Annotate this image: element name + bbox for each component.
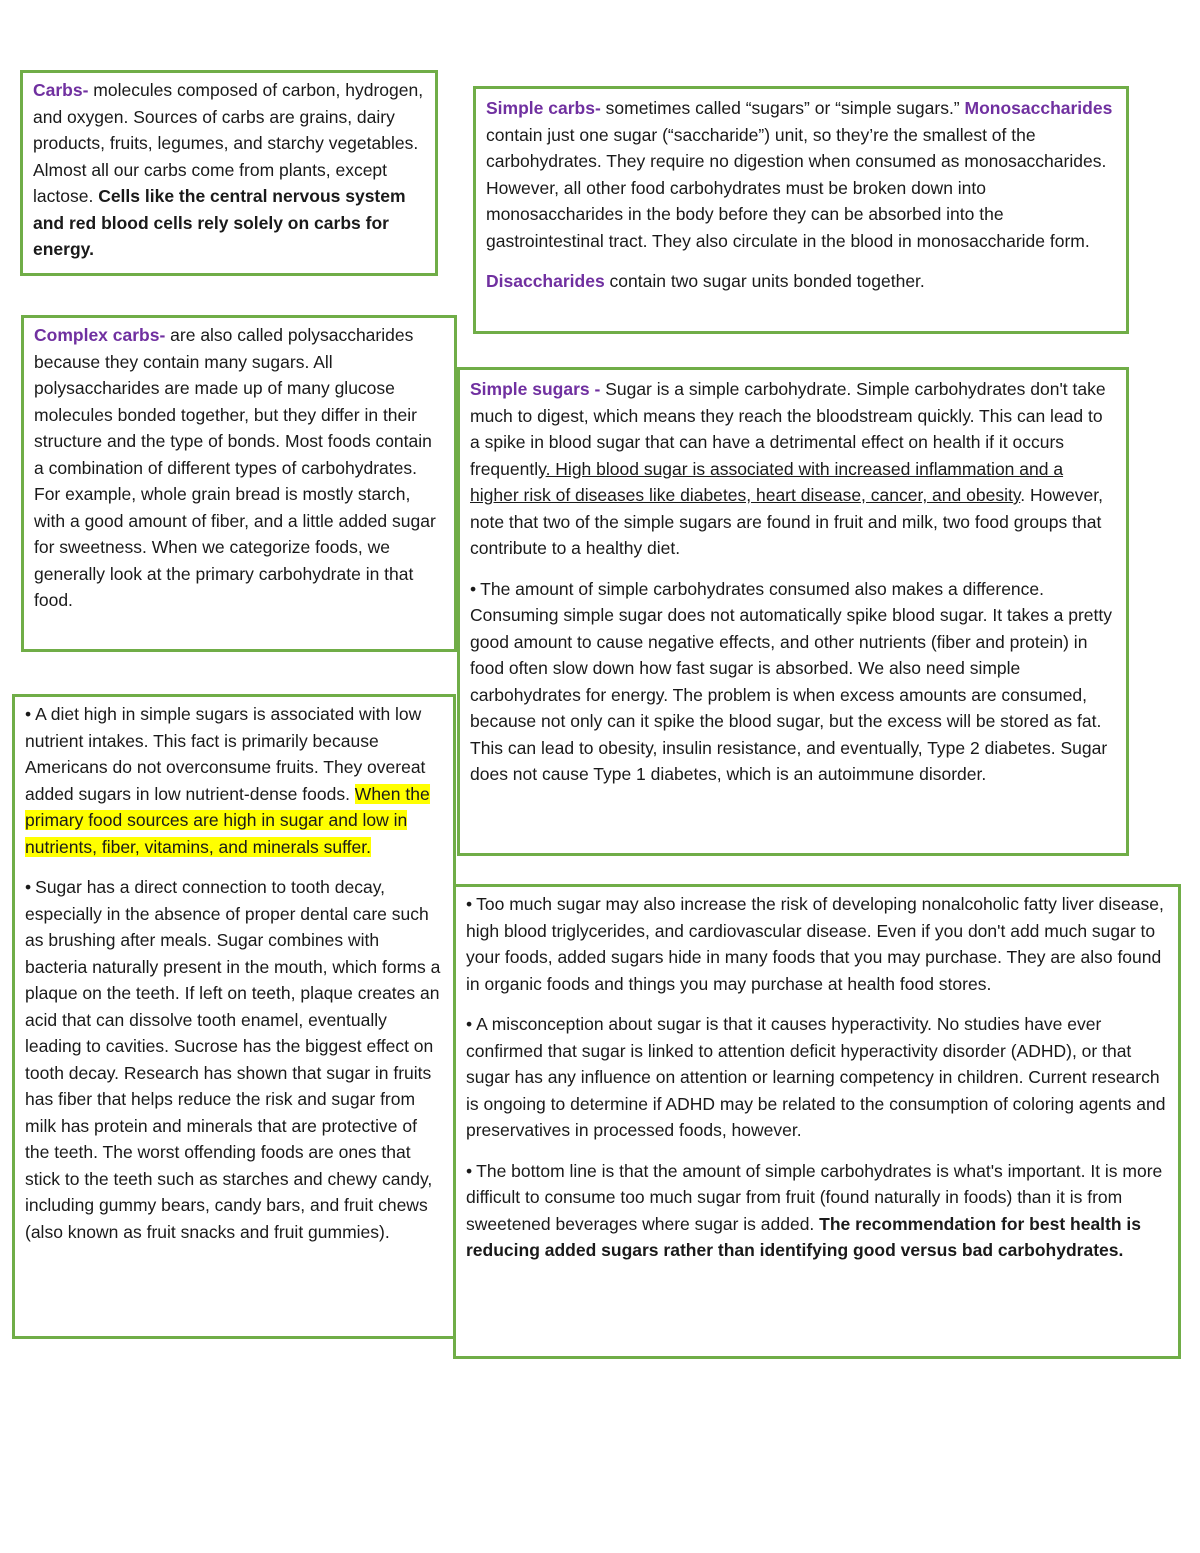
- complex-carbs-paragraph: [34, 322, 444, 614]
- too-much-sugar-paragraph: [466, 891, 1168, 997]
- disaccharides-term: Disaccharides: [486, 271, 605, 291]
- simple-sugars-text: Sugar is a simple carbohydrate. Simple carbohydrates don't take much to digest, which means they reach the bloodstream quickly. This can lead to a spike in blood sugar that can have a detrimental effect on health if it occurs frequently: [470, 379, 1106, 479]
- misconception-paragraph: [466, 1011, 1168, 1144]
- monosaccharides-text: contain just one sugar (“saccharide”) unit, so they’re the smallest of the carbohydrates. They require no digestion when consumed as monosaccharides. However, all other food carbohydrates must be broken down into monosaccharides in the body before they can be absorbed into the gastrointestinal tract. They also circulate in the blood in monosaccharide form.: [486, 124, 1107, 251]
- simple-carbs-paragraph: [486, 95, 1116, 254]
- simple-carbs-amount-paragraph: [470, 576, 1116, 788]
- simple-sugars-paragraph: [470, 376, 1116, 562]
- too-much-sugar-box: [453, 884, 1181, 1359]
- bottom-line-text: The bottom line is that the amount of simple carbohydrates is what's important. It is more difficult to consume too much sugar from fruit (found naturally in foods) than it is from sweetened beverages where sugar is added.: [466, 1160, 1163, 1234]
- simple-carbs-box: [473, 86, 1129, 334]
- monosaccharides-term: Monosaccharides: [964, 98, 1113, 118]
- disaccharides-text: contain two sugar units bonded together.: [604, 271, 925, 291]
- carbs-paragraph: [33, 77, 425, 263]
- simple-sugars-box: [457, 367, 1129, 856]
- too-much-sugar-text: Too much sugar may also increase the risk of developing nonalcoholic fatty liver disease, high blood triglycerides, and cardiovascular disease. Even if you don't add much sugar to your foods, added sugars hide in many foods that you may purchase. They are also found in organic foods and things you may purchase at health food stores.: [466, 894, 1164, 994]
- diet-paragraph: [25, 701, 443, 860]
- bullet-icon: •: [25, 877, 32, 897]
- bullet-icon: •: [466, 894, 473, 914]
- bullet-icon: •: [470, 578, 477, 599]
- carbs-text: molecules composed of carbon, hydrogen, and oxygen. Sources of carbs are grains, dairy products, fruits, legumes, and starchy vegetables. Almost all our carbs come from plants, except lactose.: [33, 80, 424, 206]
- disaccharides-paragraph: [486, 268, 1116, 295]
- bullet-icon: •: [466, 1160, 473, 1181]
- simple-sugars-text-end: . However, note that two of the simple sugars are found in fruit and milk, two food groups that contribute to a healthy diet.: [470, 485, 1103, 558]
- carbs-box: [20, 70, 438, 276]
- simple-carbs-term: Simple carbs-: [486, 98, 601, 118]
- carbs-bold-text: Cells like the central nervous system and red blood cells rely solely on carbs for energy.: [33, 186, 406, 259]
- bottom-line-bold-text: The recommendation for best health is reducing added sugars rather than identifying good versus bad carbohydrates.: [466, 1213, 1142, 1260]
- complex-carbs-term: Complex carbs-: [34, 325, 166, 345]
- tooth-decay-paragraph: [25, 874, 443, 1245]
- diet-text: A diet high in simple sugars is associated with low nutrient intakes. This fact is primarily because Americans do not overconsume fruits. They overeat added sugars in low nutrient-dense foods.: [25, 704, 426, 804]
- tooth-decay-text: Sugar has a direct connection to tooth decay, especially in the absence of proper dental care such as brushing after meals. Sugar combines with bacteria naturally present in the mouth, which forms a plaque on the teeth. If left on teeth, plaque creates an acid that can dissolve tooth enamel, eventually leading to cavities. Sucrose has the biggest effect on tooth decay. Research has shown that sugar in fruits has fiber that helps reduce the risk and sugar from milk has protein and minerals that are protective of the teeth. The worst offending foods are ones that stick to the teeth such as starches and chewy candy, including gummy bears, candy bars, and fruit chews (also known as fruit snacks and fruit gummies).: [25, 877, 441, 1242]
- diet-highlighted-text: When the primary food sources are high in sugar and low in nutrients, fiber, vitamins, and minerals suffer.: [25, 783, 430, 857]
- simple-carbs-amount-text: The amount of simple carbohydrates consumed also makes a difference. Consuming simple sugar does not automatically spike blood sugar. It takes a pretty good amount to cause negative effects, and other nutrients (fiber and protein) in food often slow down how fast sugar is absorbed. We also need simple carbohydrates for energy. The problem is when excess amounts are consumed, because not only can it spike the blood sugar, but the excess will be stored as fat. This can lead to obesity, insulin resistance, and eventually, Type 2 diabetes. Sugar does not cause Type 1 diabetes, which is an autoimmune disorder.: [470, 578, 1113, 784]
- complex-carbs-text: are also called polysaccharides because they contain many sugars. All polysaccharides are made up of many glucose molecules bonded together, but they differ in their structure and the type of bonds. Most foods contain a combination of different types of carbohydrates. For example, whole grain bread is mostly starch, with a good amount of fiber, and a little added sugar for sweetness. When we categorize foods, we generally look at the primary carbohydrate in that food.: [34, 325, 436, 610]
- simple-sugars-underlined-text: . High blood sugar is associated with increased inflammation and a higher risk of diseases like diabetes, heart disease, cancer, and obesity: [470, 458, 1064, 505]
- diet-box: [12, 694, 456, 1339]
- carbs-term: Carbs-: [33, 80, 89, 100]
- simple-carbs-text: sometimes called “sugars” or “simple sugars.”: [600, 98, 965, 118]
- simple-sugars-term: Simple sugars -: [470, 379, 601, 399]
- bottom-line-paragraph: [466, 1158, 1168, 1264]
- bullet-icon: •: [25, 704, 32, 724]
- complex-carbs-box: [21, 315, 457, 652]
- misconception-text: A misconception about sugar is that it causes hyperactivity. No studies have ever confirmed that sugar is linked to attention deficit hyperactivity disorder (ADHD), or that sugar has any influence on attention or learning competency in children. Current research is ongoing to determine if ADHD may be related to the consumption of coloring agents and preservatives in processed foods, however.: [466, 1014, 1166, 1140]
- bullet-icon: •: [466, 1014, 473, 1034]
